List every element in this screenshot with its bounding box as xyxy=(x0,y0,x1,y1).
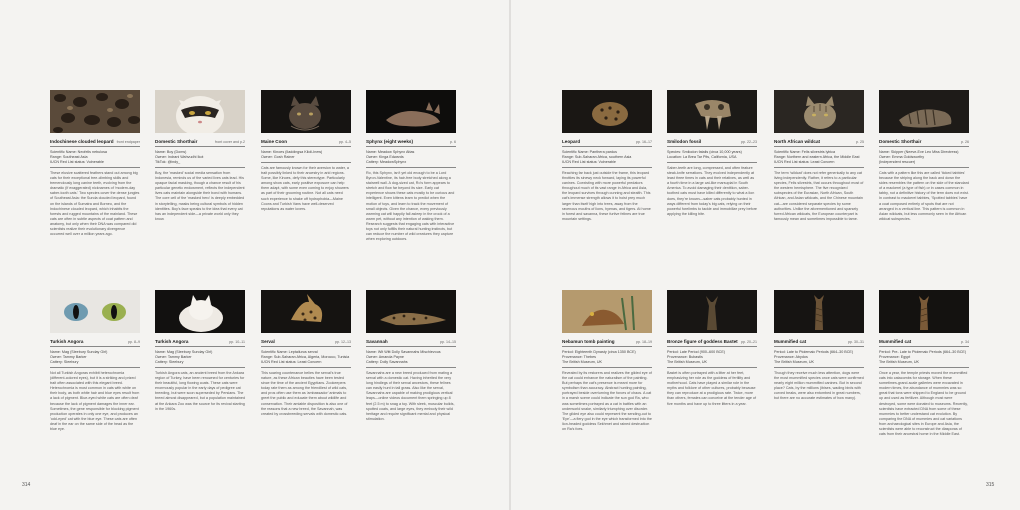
entry-meta xyxy=(366,350,456,368)
entry-domestic-shorthair-skipper xyxy=(879,90,969,222)
entry-title: Domestic Shorthair xyxy=(879,139,922,144)
meta-line: Name: Mag (Sleebury Sunday Girl) xyxy=(155,350,213,354)
page-reference: p. 34 xyxy=(961,340,969,344)
serval-image xyxy=(261,290,351,333)
entry-body: These elusive scattered feathers stand out among big cats for their exceptional tree-climbing skills and tremendously long canine teeth, evolving from the dramatic (if exaggerated) nicknames of 'modern-day saber-tooth cats.' Two species cover the dense jungles of Southeast Asia: the Sunda clouded leopard, found on the islands of Sumatra and Borneo, and the Indochinese clouded leopard, which inhabits the forests and rugged mountains of the mainland. These cats are often in subtle aspects of coat pattern and anatomy, but only when their DNA was compared did scientists realize their evolutionary divergence occurred well over a million years ago. xyxy=(50,171,140,237)
meta-line: Period: Pre- Late to Ptolemaic Periods (664–30 BCE) xyxy=(879,350,967,354)
meta-line: Location: La Brea Tar Pits, California, USA xyxy=(667,155,737,159)
clouded-leopard-image xyxy=(50,90,140,133)
entry-meta xyxy=(261,150,351,163)
meta-line: Period: Late to Ptolemaic Periods (664–30 BCE) xyxy=(774,350,854,354)
entry-body: Not all Turkish Angoras exhibit heterochromia (different-colored eyes), but it is a striking and prized trait often associated with this elegant breed. Heterochromia is most common in cats with white on their body, as both white hair and blue eyes result from a lack of pigment. Blue-eyed white cats are often deaf because the lack of pigment damages the inner ear. Sometimes, the gene responsible for blocking pigment production operates in only one eye, and produces an 'odd-eyed' cat with the blue eye. These cats are often deaf in the ear on the same side of the head as the blue eye. xyxy=(50,371,140,432)
page-reference: pp. 30–31 xyxy=(848,340,864,344)
page-reference: p. 6 xyxy=(450,140,456,144)
meta-line: Range: Northern and eastern Africa, the Middle East xyxy=(774,155,860,159)
meta-line: Scientific Name: Neofelis nebulosa xyxy=(50,150,107,154)
meta-line: Range: Sub-Saharan Africa, Algeria, Morocco, Tunisia xyxy=(261,355,350,359)
page-reference: pp. 16–17 xyxy=(636,140,652,144)
entry-turkish-angora-white xyxy=(155,290,245,412)
entry-title: Smilodon fossil xyxy=(667,139,702,144)
entry-meta xyxy=(50,350,140,368)
odd-eyed-cat-image xyxy=(50,290,140,333)
entry-bastet-figure xyxy=(667,290,757,407)
meta-line: Owner: Indrani Wahvudhi Ikot xyxy=(155,155,204,159)
entry-mummified-cat-2 xyxy=(879,290,969,437)
entry-title: Domestic Shorthair xyxy=(155,139,198,144)
entry-body: Saber-teeth are long, compressed, and often feature steak-knife serrations. They evolved independently at least three times in cats and their relatives, as well as a fourth time in a large cat-like marsupial in South America. To avoid damaging their dentition, saber-toothed cats must have killed differently to what a lion does, they're known—saber cats probably hunted in ways different from today's big cats, relying on their powerful forelimbs to tackle and immobilize prey before applying the killing bite. xyxy=(667,166,757,216)
entry-body: Turkish Angora cats, an ancient breed from the Ankara region of Turkey, have been renowned for centuries for their beautiful, long flowing coats. These cats were enormously popular in the early days of pedigree cat breeding, but were soon superseded by Persians. The breed almost disappeared, but a population maintained at the Ankara Zoo was the source for its revival starting in the 1960s. xyxy=(155,371,245,411)
meta-line: IUCN Red List status: Least Concern xyxy=(261,360,322,364)
meta-line: Scientific Name: Felis silvestris lybica xyxy=(774,150,836,154)
meta-line: Name: Kinoes (Iladdingsa Kiloli-Inew) xyxy=(261,150,323,154)
meta-line: Owner: Tammy Barker xyxy=(50,355,87,359)
left-page-number: 314 xyxy=(22,482,31,488)
entry-body: Savannahs are a new breed produced from mating a serval with a domestic cat. Having inherited the very long hindlegs of their serval ancestors, these felines can easily hunt in tall grass. Also like the serval, Savannahs are capable of making prodigious vertical leaps—online videos document them springing up 8 feet (2.5 m) to snag a toy. With sleek, muscular builds, spotted coats, and large eyes, they embody their wild heritage and require significant mental and physical stimulation. xyxy=(366,371,455,421)
entry-title: Turkish Angora xyxy=(155,339,189,344)
right-page-number: 315 xyxy=(986,482,995,488)
entry-title: Bronze figure of goddess Bastet xyxy=(667,339,738,344)
meta-line: Owner: Emma Goldsworthy xyxy=(879,155,925,159)
white-angora-image xyxy=(155,290,245,333)
meta-line: Name: Skipper (Neeve-Eve Leo Miss Directress) xyxy=(879,150,959,154)
entry-title: North African wildcat xyxy=(774,139,821,144)
entry-title: Turkish Angora xyxy=(50,339,84,344)
masked-cat-image xyxy=(155,90,245,133)
page-reference: front cover and p.2 xyxy=(215,140,245,144)
meta-line: Provenance: Abydos xyxy=(774,355,808,359)
meta-line: Name: Mag (Sleebury Sunday Girl) xyxy=(50,350,108,354)
meta-line: Scientific Name: Panthera pardus xyxy=(562,150,617,154)
leopard-image xyxy=(562,90,652,133)
entry-mummified-cat-1 xyxy=(774,290,864,402)
book-gutter xyxy=(509,0,511,510)
entry-meta xyxy=(667,150,757,163)
entry-smilodon xyxy=(667,90,757,217)
entry-body: Bastet is often portrayed with a litter at her feet, emphasizing her role as the goddess of fertility and motherhood. Cats have played a similar role in the myths and folklore of other cultures, probably because they can reproduce at a prodigious rate. Twice, more than others, females can conceive at the tender age of five months and have up to three litters in a year. xyxy=(667,371,756,406)
meta-line: Cattery: Dolly Savannahs xyxy=(366,360,408,364)
entry-title: Mummified cat xyxy=(774,339,807,344)
entry-meta xyxy=(155,350,245,368)
entry-body: Revealed by its restorers and realizes the gilded eye of the cat could enhance the naturalism of the painting. But perhaps the cat's presence is meant more for symbolism than accuracy. Abstract hunting painting, portrayed beside overturning the forces of chaos. A cat in a marsh scene could indicate the sun god Ra, who was sometimes portrayed as a cat in battles with an underworld snake, similarly triumphing over disorder. The gilded eye also could represent the sending-out to 'Eye'—a fiery god in the eye which transformed into the lion-headed goddess Sekhmet and rained destruction on Ra's foes. xyxy=(562,371,652,432)
entry-body: Boy, the 'masked' social media sensation from Indonesia, reminds us of the varied lives cats lead. His opaque facial masking, though a chance result of his particular genetic endowment, reflects the independent lives cats maintain alongside their bond with humans. The core cell of the 'masked hero' is deeply embedded in storytelling, masks being cultural symbols of hidden identities. Boy's face speaks to the idea that every cat has an independent side—a private world only they know. xyxy=(155,171,245,221)
entry-meta xyxy=(50,150,140,168)
entry-body: Reaching far back just outside the frame, this leopard throttles its sinewy neck forward, laying its powerful canines. Coexisting with more powerful predators throughout much of its vast range in Africa and Asia, the leopard survives through cunning and stealth. This cat's immense strength allows it to hoist prey much larger than itself high into trees, away from the ravenous mouths of lions, hyenas, and tigers. At home in forest and savanna, these furtive felines are true mountain settings. xyxy=(562,171,651,221)
entry-maine-coon xyxy=(261,90,351,212)
meta-line: The British Museum, UK xyxy=(667,360,707,364)
maine-coon-image xyxy=(261,90,351,133)
meta-line: The British Museum, UK xyxy=(879,360,919,364)
meta-line: Cattery: Sleebury xyxy=(155,360,184,364)
entry-title: Sphynx (eight weeks) xyxy=(366,139,413,144)
meta-line: Name: Meadow Sphynx Attas xyxy=(366,150,415,154)
meta-line: Owner: Tammy Barker xyxy=(155,355,192,359)
entry-meta xyxy=(879,350,969,368)
entry-body: The term 'wildcat' does not refer generically to any cat living independently. Rather, it refers to a particular species, Felis silvestris, that occurs throughout most of the western hemisphere. The five recognized subspecies of the Eurasian, North African, South African, and Asian wildcats, and the Chinese mountain cat—are considered separate species by some authorities. Unlike the aforementioned and sparsely furred African wildcats, the European counterpart is famously mean and sometimes impossible to tame. xyxy=(774,171,864,221)
meta-line: Name: Wit Witt Dolly Savannahs Mischievous xyxy=(366,350,441,354)
page-reference: front endpaper xyxy=(116,140,140,144)
entry-clouded-leopard xyxy=(50,90,140,237)
meta-line: Owner: Kinga Edwards xyxy=(366,155,404,159)
entry-meta xyxy=(562,350,652,368)
mummified-cat-image xyxy=(879,290,969,333)
entry-body: Though they receive much less attention, dogs were the most mummified species once cats were confirmed nearly eight million mummified canines. But in second place? Cats, by the millions (ibises, wading birds with curved beaks, were also entombed in great numbers, but there are no accurate estimates of how many). xyxy=(774,371,864,401)
entry-sphynx xyxy=(366,90,456,242)
meta-line: Owner: Amanda Payne xyxy=(366,355,404,359)
meta-line: IUCN Red List status: Least Concern xyxy=(774,160,835,164)
meta-line: Cattery: MeadowSphynx xyxy=(366,160,407,164)
page-reference: pp. 20–21 xyxy=(741,340,757,344)
meta-line: Species: Smilodon fatalis (circa 10,000 years) xyxy=(667,150,742,154)
meta-line: (Independent rescuer) xyxy=(879,160,916,164)
entry-turkish-angora-eyes xyxy=(50,290,140,432)
meta-line: Period: Eighteenth Dynasty (circa 1350 BCE) xyxy=(562,350,636,354)
meta-line: Owner: Gosh Rainer xyxy=(261,155,295,159)
entry-meta xyxy=(261,350,351,368)
meta-line: Provenance: Bubastis xyxy=(667,355,703,359)
sphynx-image xyxy=(366,90,456,133)
entry-meta xyxy=(366,150,456,168)
entry-meta xyxy=(774,150,864,168)
entry-savannah xyxy=(366,290,456,422)
page-reference: p. 25 xyxy=(856,140,864,144)
meta-line: Range: Sub-Saharan Africa, southern Asia xyxy=(562,155,632,159)
savannah-image xyxy=(366,290,456,333)
meta-line: Name: Boy (Doms) xyxy=(155,150,187,154)
page-reference: pp. 4–5 xyxy=(339,140,351,144)
smilodon-fossil-image xyxy=(667,90,757,133)
page-reference: pp. 10–11 xyxy=(229,340,245,344)
tomb-painting-image xyxy=(562,290,652,333)
entry-body: Cats are famously known for their aversion to water, a trait possibly linked to their ancestry in arid regions. Some, like Kinoes, defy this stereotype. Particularly among show cats, early positive exposure can help them adapt, with some even coming to enjoy showers as part of their grooming routine. Not all cats need such experience to shake off hydrophobia—Maine Coons and Turkish Vans have well-deserved reputations as water lovers. xyxy=(261,166,349,211)
entry-north-african-wildcat xyxy=(774,90,864,222)
entry-title: Indochinese clouded leopard xyxy=(50,139,114,144)
meta-line: The British Museum, UK xyxy=(774,360,814,364)
page-reference: pp. 8–9 xyxy=(128,340,140,344)
page-reference: pp. 22–23 xyxy=(741,140,757,144)
entry-title: Savannah xyxy=(366,339,388,344)
page-reference: p. 26 xyxy=(961,140,969,144)
entry-title: Mummified cat xyxy=(879,339,912,344)
meta-line: IUCN Red List status: Vulnerable xyxy=(50,160,104,164)
tabby-cat-image xyxy=(879,90,969,133)
entry-leopard xyxy=(562,90,652,222)
meta-line: IUCN Red List status: Vulnerable xyxy=(562,160,616,164)
entry-title: Nebamun tomb painting xyxy=(562,339,615,344)
entry-meta xyxy=(774,350,864,368)
entry-title: Maine Coon xyxy=(261,139,288,144)
mummified-cat-image xyxy=(774,290,864,333)
entry-serval xyxy=(261,290,351,417)
entry-body: Once a year, the temple priests moved the mummified cats into catacombs for storage. When these sometimes-grand-scale galleries were excavated in modern times, the abundance of mummies was so great that tons were shipped to England to be ground up and used as fertilizer. Although most were destroyed, some were donated to museums. Recently, scientists have extracted DNA from some of these mummies to better understand cat evolution. By comparing the DNA of mummies and cat variations from archaeological sites in Europe and Asia, the scientists were able to reconstruct the diasporas of cats from their ancestral home in the Middle East. xyxy=(879,371,968,437)
page-reference: pp. 14–15 xyxy=(440,340,456,344)
meta-line: The British Museum, UK xyxy=(562,360,602,364)
entry-nebamun-painting xyxy=(562,290,652,432)
entry-meta xyxy=(562,150,652,168)
entry-body: Cats with a pattern like this are called 'ticked tabbies' because the striping along the back and down the sides resembles the pattern on the side of the standard of a mackerel (a type of fish) or in cases common in tabby, not a definitive history of the term does not exist. In contrast to mackerel tabbies, 'Spotted tabbies' have a coat composed entirely of spots that are not arranged in a vertical line. This pattern is common in Asian wildcats, but less commonly seen in the African wildcat subspecies. xyxy=(879,171,969,221)
entry-meta xyxy=(155,150,245,168)
entry-title: Serval xyxy=(261,339,275,344)
meta-line: Cattery: Sleebury xyxy=(50,360,79,364)
entry-title: Leopard xyxy=(562,139,581,144)
entry-domestic-shorthair-boy xyxy=(155,90,245,222)
page-reference: pp. 18–19 xyxy=(636,340,652,344)
wildcat-image xyxy=(774,90,864,133)
meta-line: Provenance: Thebes xyxy=(562,355,596,359)
meta-line: Provenance: Egypt xyxy=(879,355,911,359)
entry-body: This soaring countenance belies the serval's true nature, as these African beauties have been tested since the time of the ancient Egyptians. Zookeepers today rate them as among the friendliest of wild cats, and pros often use them as 'ambassador' animals to greet the public and educate them about wildlife and conservation. Their amiable disposition is also one of the reasons that a new breed, the Savannah, was created by crossbreeding servals with domestic cats. xyxy=(261,371,348,416)
meta-line: Range: Southeast Asia xyxy=(50,155,88,159)
meta-line: Period: Late Period (900–600 BCE) xyxy=(667,350,726,354)
entry-body: Ro, this Sphynx, isn't yet old enough to be a Lord Byron-Valentine, its hair-free body stretched along a stairwell wall. A dog-sized cat, Ro's form appears to stretch and flow far beyond its size. Early cat experience shows these cats mostly to be curious and intelligent. Even kittens learn to predict when the motion of toys, and learn to track the movement of small objects. Given the chance, every previously warming cat will happily fall asleep in the crook of a warm pet, without any intention of waking them. Research suggests that engaging cats with interactive toys not only fulfills their natural hunting instincts, but can reduce the number of wild creatures they capture when exploring outdoors. xyxy=(366,171,455,242)
meta-line: TikTok: @indy_ xyxy=(155,160,181,164)
bastet-bronze-image xyxy=(667,290,757,333)
entry-meta xyxy=(667,350,757,368)
page-reference: pp. 12–13 xyxy=(335,340,351,344)
meta-line: Scientific Name: Leptailurus serval xyxy=(261,350,318,354)
entry-meta xyxy=(879,150,969,168)
